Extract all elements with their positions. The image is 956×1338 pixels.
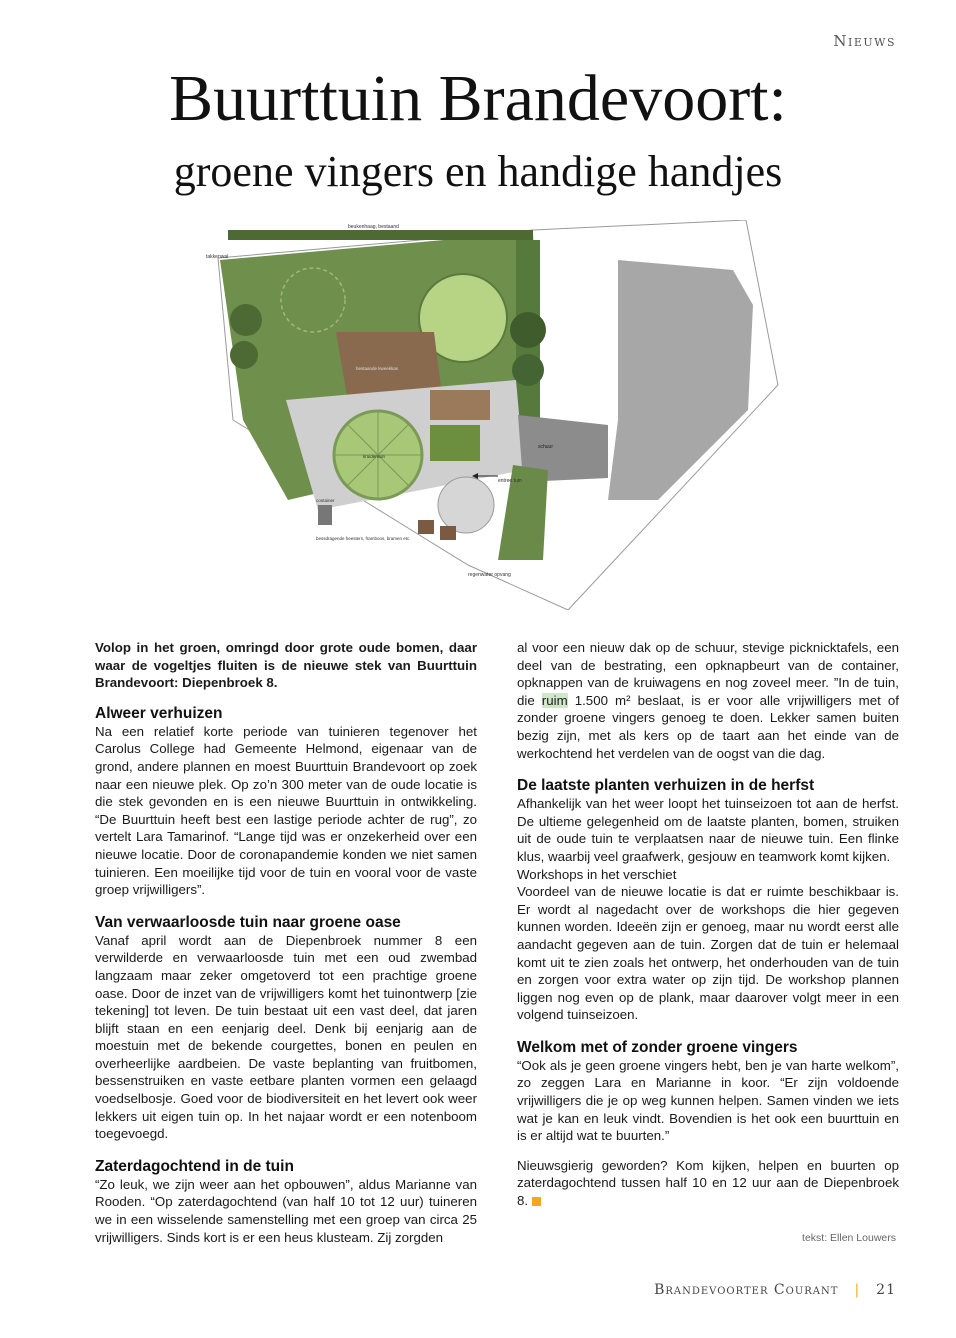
plan-label-pool: kruidentuin [363,454,386,459]
plan-label-shed: schuur [538,444,554,450]
plan-label-entrance: entree tuin [498,478,522,484]
page-footer [654,1282,896,1298]
publication-name: Brandevoorter Courant [654,1282,839,1298]
paragraph-5: Afhankelijk van het weer loopt het tuinseizoen tot aan de herfst. De ultieme gelegenheid om de laatste planten, bomen, struiken uit de oude tuin te verplaatsen naar de nieuwe tuin. Een flinke klus, waarbij veel graafwerk, gesjouw en teamwork komt kijken. [517,796,899,864]
article-subtitle: groene vingers en handige handjes [173,147,783,196]
paragraph-4-part-b: 1.500 m² beslaat, is er voor alle vrijwilligers met of zonder groene vingers genoeg te doen. Lekker samen buiten bezig zijn, met als kers op de taart aan het einde van de werkochtend het verdelen van de oogst van die dag. [517,692,899,761]
plan-label-container: container [316,498,335,503]
plan-label-greenhouse: bestaande kweekkas [356,366,399,371]
paragraph-3: “Zo leuk, we zijn weer aan het opbouwen”, aldus Marianne van Rooden. “Op zaterdagochtend (van half 10 tot 12 uur) tuineren we in een wisselende samenstelling met een groep van circa 25 vrijwilligers. Sinds kort is er een heus klusteam. Zij zorgden [95,1176,477,1245]
heading-laatste-planten: De laatste planten verhuizen in de herfst [517,777,815,795]
footer-separator: | [854,1282,861,1298]
paragraph-1: Na een relatief korte periode van tuinieren tegenover het Carolus College had Gemeente Helmond, eigenaar van de grond, andere plannen en moest Buurttuin Brandevoort op zoek naar een nieuwe plek. Op zo’n 300 meter van de oude locatie is die stek gevonden en is een nieuwe Buurttuin in ontwikkeling. “De Buurttuin heeft best een lastige periode achter de rug”, zo vertelt Lara Tamarinof. “Lange tijd was er onzekerheid over een nieuwe locatie. Door de coronapandemie konden we niet samen tuinieren. Een moeilijke tijd voor de tuin en vooral voor de vaste groep vrijwilligers”. [95,723,477,898]
heading-groene-oase: Van verwaarloosde tuin naar groene oase [95,913,401,931]
article-title: Buurttuin Brandevoort: [169,62,787,135]
plan-label-shrubs: bessdragende heesters, framboos, bramen etc. [316,536,411,541]
article-lead: Volop in het groen, omringd door grote oude bomen, daar waar de vogeltjes fluiten is de nieuwe stek van Buurttuin Brandevoort: Diepenbroek 8. [95,640,477,691]
heading-alweer-verhuizen: Alweer verhuizen [95,704,223,722]
paragraph-4-part-a: al voor een nieuw dak op de schuur, stevige picknicktafels, een deel van de bestrating, een opknapbeurt van de container, opknappen van de kruiwagens en nog zoveel meer. ”In de tuin, die [517,640,899,708]
highlighted-word: ruim [541,692,568,708]
author-credit: tekst: Ellen Louwers [802,1232,896,1244]
end-mark-icon [532,1197,541,1206]
section-label: Nieuws [833,32,896,50]
paragraph-2: Vanaf april wordt aan de Diepenbroek nummer 8 een verwilderde en verwaarloosde tuin met een oud zwembad langzaam maar zeker omgetoverd tot een prachtige groene oase. Door de inzet van de vrijwilligers komt het tuinontwerp [zie tekening] tot leven. De tuin bestaat uit een vast deel, dat jaren blijft staan en een eenjarig deel. Denk bij eenjarig aan de moestuin met de bekende courgettes, bonen en peulen en overheerlijke aardbeien. De vaste beplanting van fruitbomen, bessenstruiken en vaste eetbare planten vormen een gelaagd voedselbosje. Goed voor de biodiversiteit en het levert ook weer lekkers uit eigen tuin op. In het najaar wordt er een notenboom toegevoegd. [95,932,477,1142]
paragraph-4 [517,639,899,762]
heading-zaterdagochtend: Zaterdagochtend in de tuin [95,1157,294,1175]
page-number: 21 [876,1282,896,1298]
paragraph-7: Voordeel van de nieuwe locatie is dat er ruimte beschikbaar is. Er wordt al nagedacht over de workshops die hier gegeven kunnen worden. Ideeën zijn er genoeg, maar nu wordt eerst alle aandacht gegeven aan de tuin. Zorgen dat de tuin er helemaal komt uit te zien zoals het ontwerp, het onderhouden van de tuin en zorgen voor extra water op zijn tijd. De workshop plannen liggen nog even op de plank, maar daarover volgt meer in een volgend tuinseizoen. [517,884,899,1023]
plan-label-left: takkenwal [206,254,229,260]
paragraph-8: “Ook als je geen groene vingers hebt, ben je van harte welkom”, zo zeggen Lara en Marianne in koor. “Er zijn voldoende vrijwilligers die je op weg kunnen helpen. Samen vinden we iets wat je kan en leuk vindt. Bovendien is het ook een buurttuin en is er altijd wat te buurten.” [517,1057,899,1144]
plan-label-top: beukenhaag, bestaand [348,224,399,230]
paragraph-9-text: Nieuwsgierig geworden? Kom kijken, helpen en buurten op zaterdagochtend tussen half 10 en 12 uur aan de Diepenbroek 8. [517,1157,899,1209]
column-right [517,639,899,1210]
garden-plan-illustration [198,220,783,610]
plan-label-rainwater: regenwater opvang [468,572,511,578]
paragraph-9 [517,1157,899,1210]
heading-welkom: Welkom met of zonder groene vingers [517,1038,798,1056]
paragraph-6: Workshops in het verschiet [517,866,677,882]
column-left [95,639,477,1246]
